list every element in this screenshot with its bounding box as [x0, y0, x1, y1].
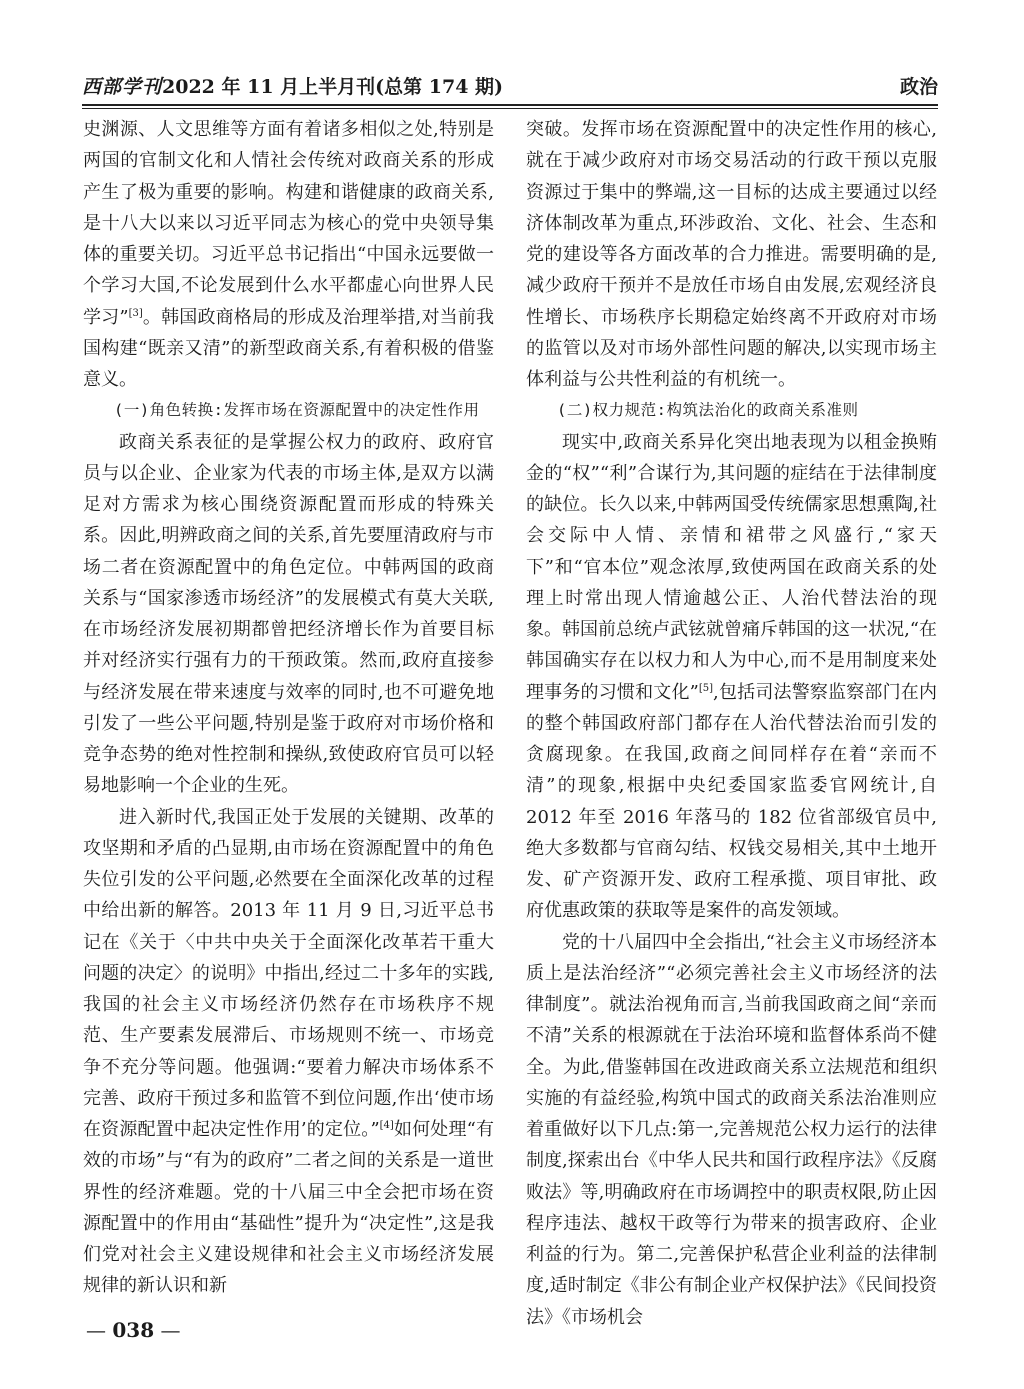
left-paragraph-3: 进入新时代,我国正处于发展的关键期、改革的攻坚期和矛盾的凸显期,由市场在资源配置中的角色失位引发的公平问题,必然要在全面深化改革的过程中给出新的解答。2013 年 11 月 9 日,习近平总书记在《关于〈中共中央关于全面深化改革若干重大问题的决定〉的说明》中指出,经过二十多年的实践,我国的社会主义市场经济仍然存在市场秩序不规范、生产要素发展滞后、市场规则不统一、市场竞争不充分等问题。他强调:“要着力解决市场体系不完善、政府干预过多和监管不到位问题,作出‘使市场在资源配置中起决定性作用’的定位。”[4]如何处理“有效的市场”与“有为的政府”二者之间的关系是一道世界性的经济难题。党的十八届三中全会把市场在资源配置中的作用由“基础性”提升为“决定性”,这是我们党对社会主义建设规律和社会主义市场经济发展规律的新认识和新: [83, 806, 494, 1297]
left-paragraph-2: 政商关系表征的是掌握公权力的政府、政府官员与以企业、企业家为代表的市场主体,是双方以满足对方需求为核心围绕资源配置而形成的特殊关系。因此,明辨政商之间的关系,首先要厘清政府与市场二者在资源配置中的角色定位。中韩两国的政商关系与“国家渗透市场经济”的发展模式有莫大关联,在市场经济发展初期都曾把经济增长作为首要目标并对经济实行强有力的干预政策。然而,政府直接参与经济发展在带来速度与效率的同时,也不可避免地引发了一些公平问题,特别是鉴于政府对市场价格和竞争态势的绝对性控制和操纵,致使政府官员可以轻易地影响一个企业的生死。: [83, 431, 494, 797]
header-rule-thin: [82, 108, 938, 109]
journal-logo: 西部学刊: [82, 76, 163, 98]
page-number: 038: [112, 1318, 155, 1342]
page-header: [82, 66, 938, 102]
right-column: [526, 114, 937, 1328]
subheading-1: (一)角色转换:发挥市场在资源配置中的决定性作用: [114, 401, 480, 420]
section-label: 政治: [899, 76, 938, 98]
issue-info: 2022 年 11 月上半月刊(总第 174 期): [162, 76, 504, 98]
page-footer: [86, 1318, 180, 1342]
footer-dash-right: —: [154, 1318, 181, 1342]
citation-4: [4]: [379, 1120, 394, 1131]
right-paragraph-2: 现实中,政商关系异化突出地表现为以租金换贿金的“权”“利”合谋行为,其问题的症结在于法律制度的缺位。长久以来,中韩两国受传统儒家思想熏陶,社会交际中人情、亲情和裙带之风盛行,“家天下”和“官本位”观念浓厚,致使两国在政商关系的处理上时常出现人情逾越公正、人治代替法治的现象。韩国前总统卢武铉就曾痛斥韩国的这一状况,“在韩国确实存在以权力和人为中心,而不是用制度来处理事务的习惯和文化”[5],包括司法警察监察部门在内的整个韩国政府部门都存在人治代替法治而引发的贪腐现象。在我国,政商之间同样存在着“亲而不清”的现象,根据中央纪委国家监委官网统计,自 2012 年至 2016 年落马的 182 位省部级官员中,绝大多数都与官商勾结、权钱交易相关,其中土地开发、矿产资源开发、政府工程承揽、项目审批、政府优惠政策的获取等是案件的高发领域。: [526, 431, 937, 922]
right-paragraph-1: 突破。发挥市场在资源配置中的决定性作用的核心,就在于减少政府对市场交易活动的行政干预以克服资源过于集中的弊端,这一目标的达成主要通过以经济体制改革为重点,环涉政治、文化、社会、生态和党的建设等各方面改革的合力推进。需要明确的是,减少政府干预并不是放任市场自由发展,宏观经济良性增长、市场秩序长期稳定始终离不开政府对市场的监管以及对市场外部性问题的解决,以实现市场主体利益与公共性利益的有机统一。: [526, 119, 937, 390]
subheading-2: (二)权力规范:构筑法治化的政商关系准则: [557, 401, 859, 420]
citation-3: [3]: [128, 307, 143, 319]
header-rule-thick: [82, 104, 938, 106]
journal-masthead: [82, 72, 503, 99]
left-paragraph-1: 史渊源、人文思维等方面有着诸多相似之处,特别是两国的官制文化和人情社会传统对政商关系的形成产生了极为重要的影响。构建和谐健康的政商关系,是十八大以来以习近平同志为核心的党中央领导集体的重要关切。习近平总书记指出“中国永远要做一个学习大国,不论发展到什么水平都虚心向世界人民学习”[3]。韩国政商格局的形成及治理举措,对当前我国构建“既亲又清”的新型政商关系,有着积极的借鉴意义。: [83, 119, 494, 390]
footer-dash-left: —: [86, 1318, 113, 1342]
right-paragraph-3: 党的十八届四中全会指出,“社会主义市场经济本质上是法治经济”“必须完善社会主义市场经济的法律制度”。就法治视角而言,当前我国政商之间“亲而不清”关系的根源就在于法治环境和监督体系尚不健全。为此,借鉴韩国在改进政商关系立法规范和组织实施的有益经验,构筑中国式的政商关系法治准则应着重做好以下几点:第一,完善规范公权力运行的法律制度,探索出台《中华人民共和国行政程序法》《反腐败法》等,明确政府在市场调控中的职责权限,防止因程序违法、越权干政等行为带来的损害政府、企业利益的行为。第二,完善保护私营企业利益的法律制度,适时制定《非公有制企业产权保护法》《民间投资法》《市场机会: [526, 931, 937, 1328]
left-column: [83, 114, 494, 1304]
citation-5: [5]: [698, 682, 714, 694]
